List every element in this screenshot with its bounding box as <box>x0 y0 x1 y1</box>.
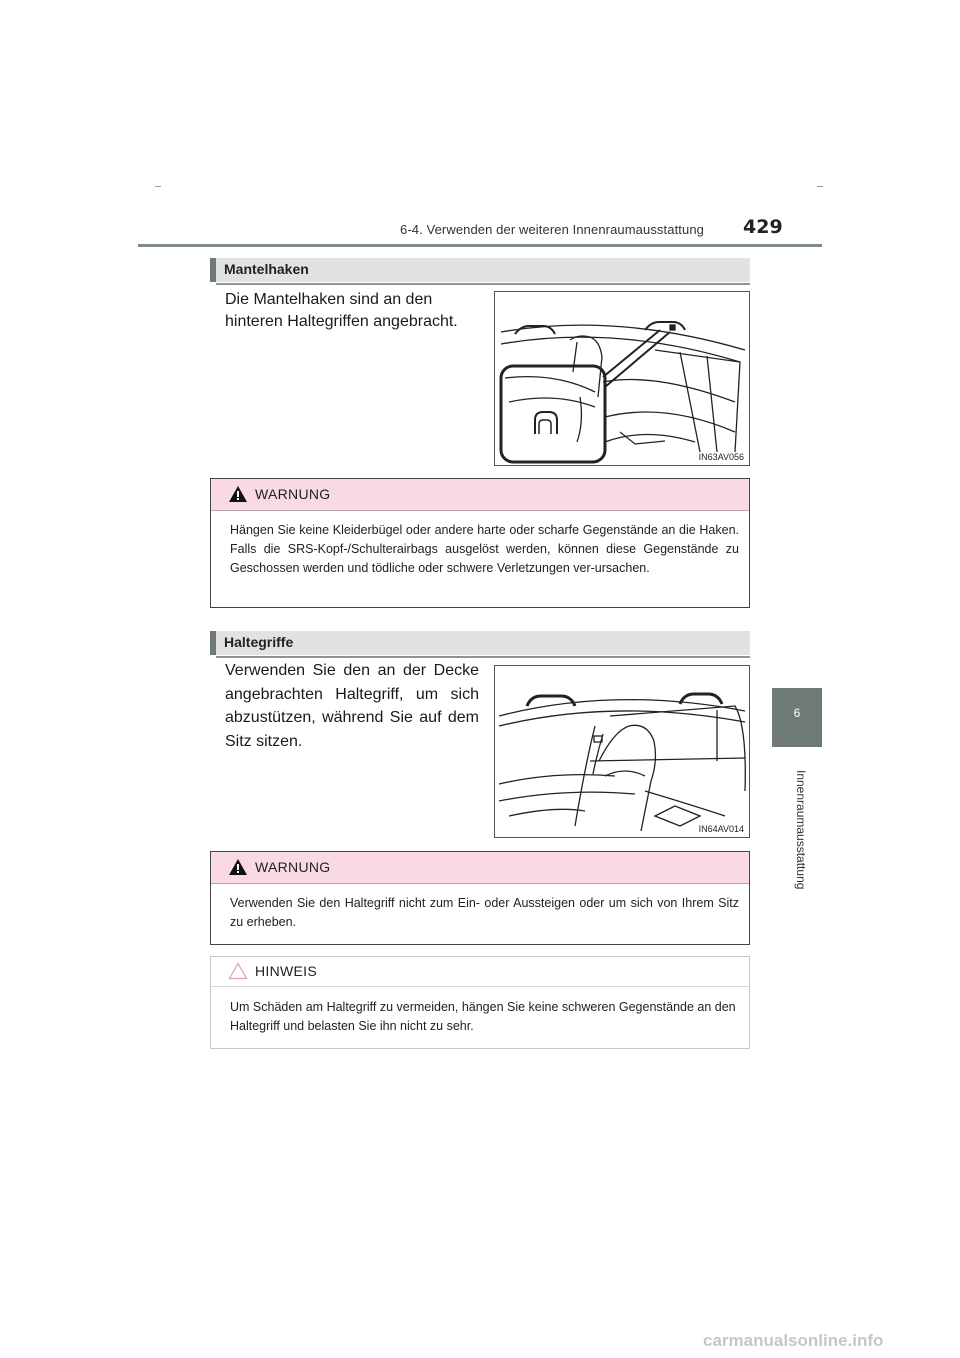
page-number: 429 <box>743 216 783 238</box>
section-heading-text: Mantelhaken <box>224 261 309 277</box>
notice-text: Um Schäden am Haltegriff zu vermeiden, hängen Sie keine schweren Gegenstände an den Haltegriff und belasten Sie ihn nicht zu sehr. <box>230 1000 736 1033</box>
warning-box-assist-grips <box>210 851 750 945</box>
coat-hook-illustration <box>494 291 750 466</box>
warning-text: Verwenden Sie den Haltegriff nicht zum Ein- oder Aussteigen oder um sich von Ihrem Sitz zu erheben. <box>230 896 739 929</box>
assist-grip-drawing <box>495 666 750 838</box>
section-heading-coat-hooks <box>210 258 750 282</box>
figure-code: IN63AV056 <box>698 452 744 462</box>
warning-icon <box>228 485 248 503</box>
assist-grip-illustration <box>494 665 750 838</box>
warning-title: WARNUNG <box>255 859 331 875</box>
notice-box <box>210 956 750 1049</box>
section-heading-text: Haltegriffe <box>224 634 294 650</box>
notice-title: HINWEIS <box>255 963 317 979</box>
caution-outline-icon <box>228 962 248 980</box>
chapter-tab <box>772 688 822 747</box>
crop-mark-right <box>817 186 823 187</box>
warning-box-coat-hooks <box>210 478 750 608</box>
crop-mark-left <box>155 186 161 187</box>
assist-grips-text: Verwenden Sie den an der Decke angebrachten Haltegriff, um sich abzustützen, während Sie auf dem Sitz sitzen. <box>225 662 479 750</box>
notice-header <box>211 957 749 987</box>
section-heading-assist-grips <box>210 631 750 655</box>
chapter-tab-label: Innenraumausstattung <box>794 770 808 890</box>
warning-header <box>211 852 749 884</box>
watermark: carmanualsonline.info <box>703 1331 884 1350</box>
warning-title: WARNUNG <box>255 486 331 502</box>
chapter-number: 6 <box>793 706 801 720</box>
coat-hooks-text: Die Mantelhaken sind an den hinteren Haltegriffen angebracht. <box>225 291 458 330</box>
header-rule <box>138 244 822 247</box>
running-header: 6-4. Verwenden der weiteren Innenraumausstattung <box>400 222 704 237</box>
warning-header <box>211 479 749 511</box>
warning-icon <box>228 858 248 876</box>
coat-hook-drawing <box>495 292 750 466</box>
warning-text: Hängen Sie keine Kleiderbügel oder andere harte oder scharfe Gegenstände an die Haken. Falls die SRS-Kopf-/Schulterairbags ausgelöst werden, können diese Gegenstände zu Geschossen werden und tödliche oder schwere Verletzungen ver-ursachen. <box>230 523 739 575</box>
figure-code: IN64AV014 <box>698 824 744 834</box>
